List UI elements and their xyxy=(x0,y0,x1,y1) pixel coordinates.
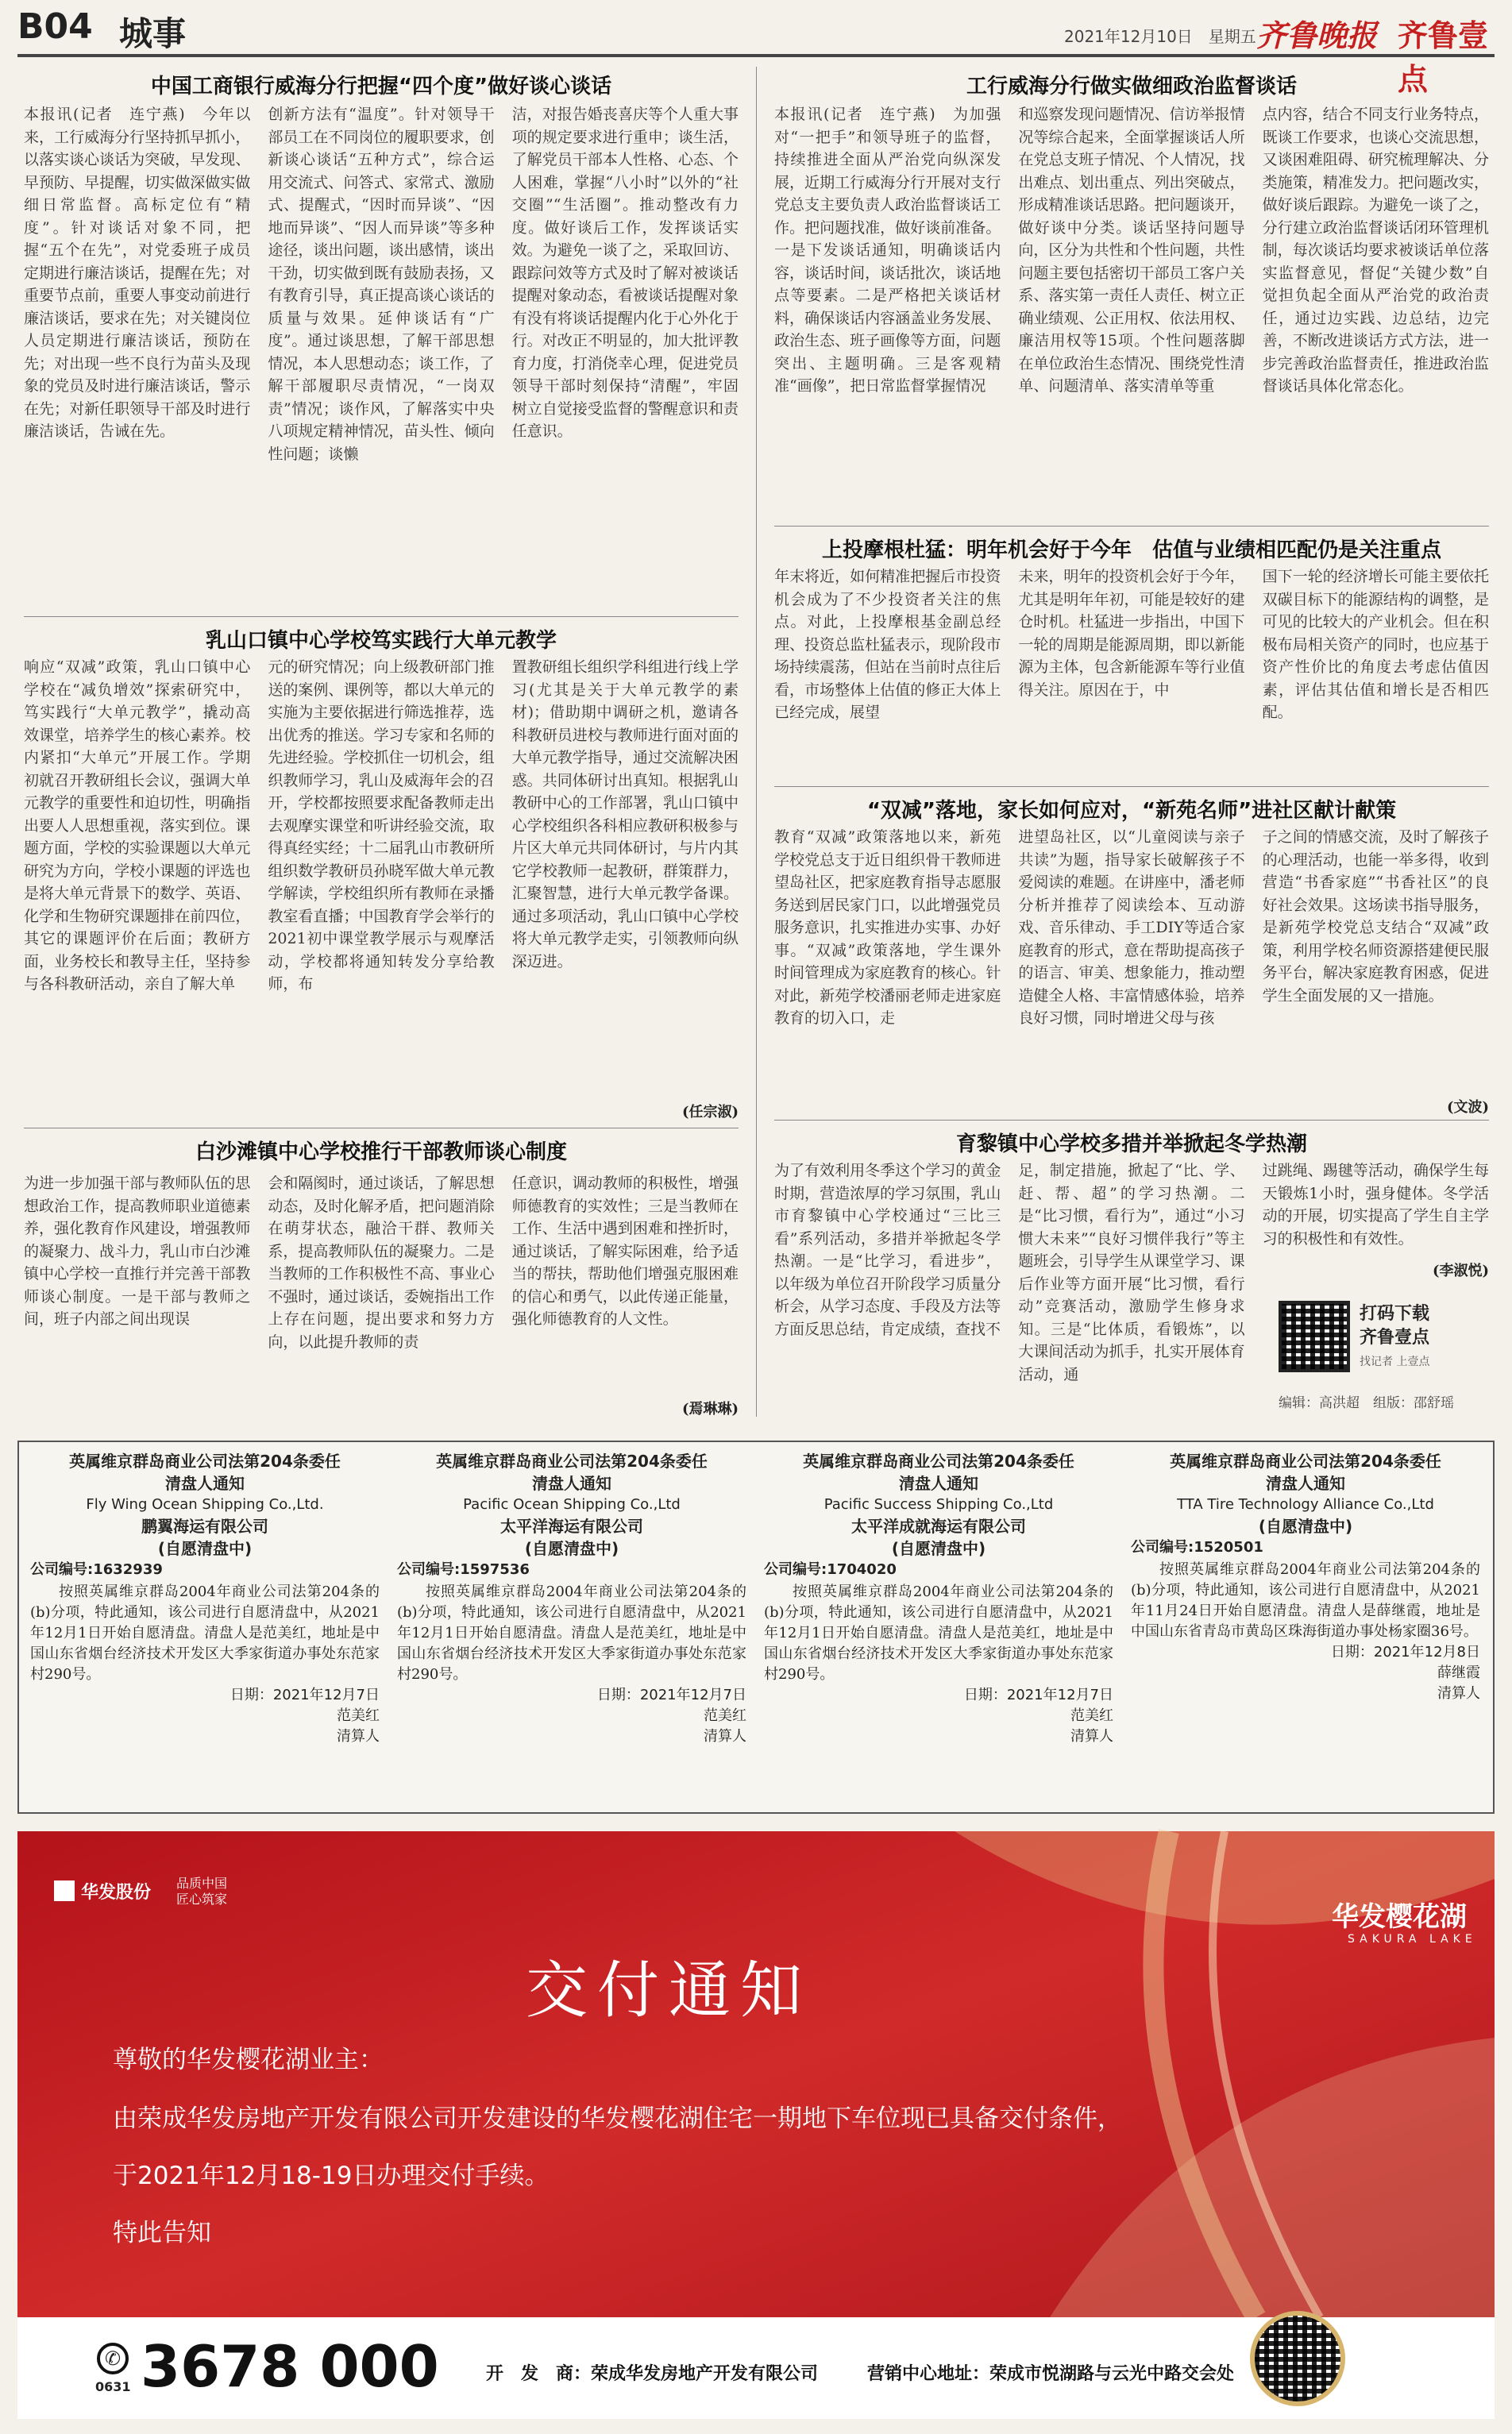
company-status: (自愿清盘中) xyxy=(891,1539,986,1558)
hotline-number[interactable]: 3678 000 xyxy=(141,2333,439,2400)
article-column: 本报讯(记者 连宁燕) 今年以来，工行威海分行坚持抓早抓小，以落实谈心谈话为突破，早发现、早预防、早提醒，切实做深做实做细日常监督。高标定位有“精度”。针对谈话对象不同，把握“五个在先”，对党委班子成员定期进行廉洁谈话，提醒在先；对重要节点前，重要人事变动前进行廉洁谈话，要求在先；对关键岗位人员定期进行廉洁谈话，预防在先；对出现一些不良行为苗头及现象的党员及时进行廉洁谈话，警示在先；对新任职领导干部及时进行廉洁谈话，告诫在先。 xyxy=(24,106,251,440)
article-column: 响应“双减”政策，乳山口镇中心学校在“减负增效”探索研究中，笃实践行“大单元教学”，撬动高效课堂，培养学生的核心素养。校内紧扣“大单元”开展工作。学期初就召开教研组长会议，强调大单元教学的重要性和迫切性，明确指出要人人思想重视，落实到位。课题方面，学校的实验课题以大单元研究为方向，学校小课题的评选也是将大单元背景下的数学、英语、化学和生物研究课题排在前四位，其它的课题评价在后面；教研方面，业务校长和教导主任，坚持参与各科教研活动，亲自了解大单 xyxy=(24,658,251,993)
slogan-2: 匠心筑家 xyxy=(176,1892,228,1907)
article-column: 本报讯(记者 连宁燕) 为加强对“一把手”和领导班子的监督，持续推进全面从严治党向纵深发展，近期工行威海分行开展对支行党总支主要负责人政治监督谈话工作。把问题找准，做好谈前准备。一是下发谈话通知，明确谈话内容，谈话时间，谈话批次，谈话地点等要素。二是严格把关谈话材料，确保谈话内容涵盖业务发展、政治生态、班子画像等方面，问题突出、主题明确。三是客观精准“画像”，把日常监督掌握情况 xyxy=(774,106,1001,395)
section-divider xyxy=(24,616,739,617)
brand-right: 华发樱花湖 xyxy=(1332,1901,1467,1933)
article-author: (李淑悦) xyxy=(1432,1263,1489,1279)
column-divider xyxy=(756,67,757,1417)
article-column: 未来，明年的投资机会好于今年，尤其是明年年初，可能是较好的建仓时机。杜猛进一步指出，中国下一轮的周期是能源周期，即以新能源为主体，包含新能源车等行业值得关注。原因在于，中 xyxy=(1018,568,1245,699)
article-column: 教育“双减”政策落地以来，新苑学校党总支于近日组织骨干教师进望岛社区，把家庭教育指导志愿服务送到居民家门口，以此增强党员服务意识，扎实推进办实事、办好事。“双减”政策落地，学生课外时间管理成为家庭教育的核心。针对此，新苑学校潘丽老师走进家庭教育的切入口，走 xyxy=(774,828,1001,1027)
editor-credits: 编辑：高洪超 组版：邵舒瑶 xyxy=(1279,1395,1454,1411)
brand-logo-icon xyxy=(54,1880,75,1901)
brand-right-en: SAKURA LAKE xyxy=(1348,1933,1477,1946)
company-status: (自愿清盘中) xyxy=(1258,1517,1353,1536)
company-code: 公司编号:1520501 xyxy=(1131,1539,1263,1556)
ad-greeting: 尊敬的华发樱花湖业主： xyxy=(113,2046,384,2074)
phone-icon: ✆ xyxy=(97,2343,129,2374)
section-divider xyxy=(774,1120,1489,1121)
liquidator-name: 范美红 xyxy=(1070,1707,1113,1724)
liquidation-notice xyxy=(397,1450,746,1747)
notice-title: 英属维京群岛商业公司法第204条委任 xyxy=(803,1452,1074,1471)
notice-title: 英属维京群岛商业公司法第204条委任 xyxy=(436,1452,708,1471)
notice-body: 按照英属维京群岛2004年商业公司法第204条的(b)分项，特此通知，该公司进行自愿清盘中，从2021年11月24日开始自愿清盘。清盘人是薛继霞，地址是中国山东省青岛市黄岛区珠海街道办事处杨家圈36号。 xyxy=(1131,1561,1480,1640)
article-title: 白沙滩镇中心学校推行干部教师谈心制度 xyxy=(195,1140,567,1164)
article-column: 点内容，结合不同支行业务特点，既谈工作要求，也谈心交流思想，又谈困难阻碍、研究梳理解决、分类施策，精准发力。把问题改实，做好谈后跟踪。为避免一谈了之，分行建立政治监督谈话闭环管理机制，每次谈话均要求被谈话单位落实监督意见，督促“关键少数”自觉担负起全面从严治党的政治责任，通过边实践、边总结，边完善，不断改进谈话方式方法，进一步完善政治监督责任，推进政治监督谈话具体化常态化。 xyxy=(1262,106,1489,395)
article-title: 育黎镇中心学校多措并举掀起冬学热潮 xyxy=(955,1132,1307,1156)
notice-date: 日期：2021年12月7日 xyxy=(963,1687,1113,1703)
article-body xyxy=(24,656,739,1101)
article-author: (任宗淑) xyxy=(681,1104,739,1121)
sales-address: 营销中心地址：荣成市悦湖路与云光中路交会处 xyxy=(867,2364,1235,2384)
article-body xyxy=(774,565,1489,780)
qr-label-1: 打码下载 xyxy=(1360,1304,1430,1324)
notice-date: 日期：2021年12月7日 xyxy=(230,1687,380,1703)
article-title: 上投摩根杜猛：明年机会好于今年 估值与业绩相匹配仍是关注重点 xyxy=(821,538,1441,562)
liquidator-name: 薛继霞 xyxy=(1437,1664,1480,1681)
article-author: (文波) xyxy=(1446,1099,1489,1116)
article-column: 任意识，调动教师的积极性，增强师德教育的实效性；三是当教师在工作、生活中遇到困难和挫折时，通过谈话，了解实际困难，给予适当的帮扶，帮助他们增强克服困难的信心和勇气，以此传递正能量，强化师德教育的人文性。 xyxy=(511,1175,739,1328)
qr-code[interactable] xyxy=(1279,1301,1350,1372)
article-column: 过跳绳、踢毽等活动，确保学生每天锻炼1小时，强身健体。冬学活动的开展，切实提高了学生自主学习的积极性和有效性。 xyxy=(1262,1162,1489,1248)
liquidator-role: 清算人 xyxy=(337,1728,380,1745)
article-column: 洁，对报告婚丧喜庆等个人重大事项的规定要求进行重申；谈生活，了解党员干部本人性格、心态、个人困难，掌握“八小时”以外的“社交圈”“生活圈”。推动整改有力度。做好谈后工作，发挥谈话实效。为避免一谈了之，采取回访、跟踪问效等方式及时了解对被谈话提醒对象动态，看被谈话提醒对象有没有将谈话提醒内化于心外化于行。对改正不明显的，加大批评教育力度，打消侥幸心理，促进党员领导干部时刻保持“清醒”，牢固树立自觉接受监督的警醒意识和责任意识。 xyxy=(511,106,739,440)
notice-body: 按照英属维京群岛2004年商业公司法第204条的(b)分项，特此通知，该公司进行自愿清盘中，从2021年12月1日开始自愿清盘。清盘人是范美红，地址是中国山东省烟台经济技术开发区大季家街道办事处东范家村290号。 xyxy=(397,1583,746,1683)
area-code: 0631 xyxy=(95,2379,131,2394)
article-author: (焉琳琳) xyxy=(681,1401,739,1418)
legal-notices xyxy=(17,1441,1495,1814)
company-code: 公司编号:1632939 xyxy=(30,1561,163,1578)
liquidation-notice xyxy=(30,1450,380,1747)
article-title: 工行威海分行做实做细政治监督谈话 xyxy=(966,75,1297,98)
notice-title: 英属维京群岛商业公司法第204条委任 xyxy=(69,1452,341,1471)
article-column: 国下一轮的经济增长可能主要依托双碳目标下的能源结构的调整，是可见的比较大的产业机会。但在积极布局相关资产的同时，也应基于资产性价比的角度去考虑估值因素，评估其估值和增长是否相匹配。 xyxy=(1262,568,1489,721)
article-column: 创新方法有“温度”。针对领导干部员工在不同岗位的履职要求，创新谈心谈话“五种方式”，综合运用交流式、问答式、家常式、激励式、提醒式，“因时而异谈”、“因地而异谈”、“因人而异谈”等多种途径，谈出问题，谈出感情，谈出干劲，切实做到既有鼓励表扬，又有教育引导，真正提高谈心谈话的质量与效果。延伸谈话有“广度”。通过谈思想，了解干部思想情况，本人思想动态；谈工作，了解干部履职尽责情况，“一岗双责”情况；谈作风，了解落实中央八项规定精神情况，苗头性、倾向性问题；谈懒 xyxy=(268,106,495,463)
liquidator-role: 清算人 xyxy=(1437,1685,1480,1702)
app-logo: 齐鲁壹点 xyxy=(1398,18,1489,97)
delivery-notice-ad xyxy=(17,1831,1495,2419)
qr-label-3: 找记者 上壹点 xyxy=(1360,1356,1430,1368)
slogan-1: 品质中国 xyxy=(176,1876,228,1891)
notice-title: 英属维京群岛商业公司法第204条委任 xyxy=(1170,1452,1441,1471)
ad-line-2: 于2021年12月18-19日办理交付手续。 xyxy=(113,2162,550,2190)
notice-body: 按照英属维京群岛2004年商业公司法第204条的(b)分项，特此通知，该公司进行自愿清盘中，从2021年12月1日开始自愿清盘。清盘人是范美红，地址是中国山东省烟台经济技术开发区大季家街道办事处东范家村290号。 xyxy=(30,1583,380,1683)
notice-subtitle: 清盘人通知 xyxy=(899,1474,978,1493)
liquidator-role: 清算人 xyxy=(704,1728,746,1745)
header-rule xyxy=(17,54,1495,57)
article-body xyxy=(774,826,1489,1096)
issue-date: 2021年12月10日 星期五 xyxy=(1064,27,1256,46)
company-name-cn: 太平洋成就海运有限公司 xyxy=(851,1517,1026,1536)
article-column: 子之间的情感交流，及时了解孩子的心理活动，也能一举多得，收到营造“书香家庭”“书香社区”的良好社会效果。这场读书指导服务，是新苑学校党总支结合“双减”政策，利用学校名师资源搭建便民服务平台，解决家庭教育困惑，促进学生全面发展的又一措施。 xyxy=(1262,828,1489,1005)
notice-body: 按照英属维京群岛2004年商业公司法第204条的(b)分项，特此通知，该公司进行自愿清盘中，从2021年12月1日开始自愿清盘。清盘人是范美红，地址是中国山东省烟台经济技术开发区大季家街道办事处东范家村290号。 xyxy=(764,1583,1113,1683)
article-column: 进望岛社区，以“儿童阅读与亲子共读”为题，指导家长破解孩子不爱阅读的难题。在讲座中，潘老师分析并推荐了阅读绘本、互动游戏、音乐律动、手工DIY等适合家庭教育的形式，意在帮助提高孩子的语言、审美、想象能力，推动塑造健全人格、丰富情感体验，培养良好习惯，同时增进父母与孩 xyxy=(1018,828,1245,1027)
company-name-en: Pacific Ocean Shipping Co.,Ltd xyxy=(463,1496,681,1513)
company-name-en: Pacific Success Shipping Co.,Ltd xyxy=(824,1496,1054,1513)
ad-qr-code[interactable] xyxy=(1250,2311,1345,2406)
qr-label-2: 齐鲁壹点 xyxy=(1360,1328,1430,1348)
article-column: 足，制定措施，掀起了“比、学、赶、帮、超”的学习热潮。二是“比习惯，看行为”，通过“小习惯大未来”“良好习惯伴我行”等主题班会，引导学生从课堂学习、课后作业等方面开展“比习惯，看行动”竞赛活动，激励学生修身求知。三是“比体质，看锻炼”，以大课间活动为抓手，扎实开展体育活动，通 xyxy=(1018,1162,1245,1383)
newspaper-logo: 齐鲁晚报 xyxy=(1256,18,1378,53)
company-code: 公司编号:1597536 xyxy=(397,1561,530,1578)
section-divider xyxy=(774,786,1489,787)
page-number: B04 xyxy=(17,6,93,47)
brand-left: 华发股份 xyxy=(81,1883,152,1903)
developer-info: 开 发 商：荣成华发房地产开发有限公司 xyxy=(486,2364,819,2384)
notice-date: 日期：2021年12月8日 xyxy=(1330,1644,1480,1661)
company-name-cn: 鹏翼海运有限公司 xyxy=(141,1517,268,1536)
section-divider xyxy=(774,526,1489,527)
article-body xyxy=(24,103,739,611)
liquidator-name: 范美红 xyxy=(337,1707,380,1724)
company-status: (自愿清盘中) xyxy=(524,1539,619,1558)
article-title: 中国工商银行威海分行把握“四个度”做好谈心谈话 xyxy=(150,75,612,98)
article-column: 和巡察发现问题情况、信访举报情况等综合起来，全面掌握谈话人所在党总支班子情况、个人情况，找出难点、划出重点、列出突破点，形成精准谈话思路。把问题谈开，做好谈中分类。谈话坚持问题导向，区分为共性和个性问题，共性问题主要包括密切干部员工客户关系、落实第一责任人责任、树立正确业绩观、公正用权、依法用权、廉洁用权等15项。个性问题落脚在单位政治生态情况、围绕党性清单、问题清单、落实清单等重 xyxy=(1018,106,1245,395)
liquidation-notice xyxy=(1131,1450,1480,1704)
company-status: (自愿清盘中) xyxy=(157,1539,253,1558)
article-column: 元的研究情况；向上级教研部门推送的案例、课例等，都以大单元的实施为主要依据进行筛选推荐，选出优秀的推送。学习专家和名师的先进经验。学校抓住一切机会，组织教师学习，乳山及威海年会的召开，学校都按照要求配备教师走出去观摩实课堂和听讲经验交流，取得真经实经；十二届乳山市教研所组织数学教研员孙晓军做大单元教学解读，学校组织所有教师在录播教室看直播；中国教育学会举行的2021初中课堂教学展示与观摩活动，学校都将通知转发分享给教师，布 xyxy=(268,658,495,993)
notice-date: 日期：2021年12月7日 xyxy=(596,1687,746,1703)
article-column: 置教研组长组织学科组进行线上学习(尤其是关于大单元教学的素材)；借助期中调研之机，邀请各科教研员进校与教师进行面对面的大单元教学指导，通过交流解决困惑。共同体研讨出真知。根据乳山教研中心的工作部署，乳山口镇中心学校组织各科相应教研积极参与片区大单元共同体研讨，与片内其它学校教师一起教研，群策群力，汇聚智慧，进行大单元教学备课。通过多项活动，乳山口镇中心学校将大单元教学走实，引领教师向纵深迈进。 xyxy=(511,658,739,970)
liquidator-role: 清算人 xyxy=(1070,1728,1113,1745)
article-body xyxy=(774,103,1489,524)
article-title: “双减”落地，家长如何应对，“新苑名师”进社区献计献策 xyxy=(866,799,1397,823)
article-column: 为进一步加强干部与教师队伍的思想政治工作，提高教师职业道德素养，强化教育作风建设，增强教师的凝聚力、战斗力，乳山市白沙滩镇中心学校一直推行并完善干部教师谈心制度。一是干部与教师之间，班子内部之间出现误 xyxy=(24,1175,251,1328)
ad-line-3: 特此告知 xyxy=(113,2219,211,2247)
article-body xyxy=(24,1172,739,1402)
company-code: 公司编号:1704020 xyxy=(764,1561,897,1578)
article-column: 为了有效利用冬季这个学习的黄金时期，营造浓厚的学习氛围，乳山市育黎镇中心学校通过“三比三看”系列活动，多措并举掀起冬学热潮。一是“比学习，看进步”，以年级为单位召开阶段学习质量分析会，从学习态度、手段及方法等方面反思总结，肯定成绩，查找不 xyxy=(774,1162,1001,1338)
article-title: 乳山口镇中心学校笃实践行大单元教学 xyxy=(205,629,557,653)
notice-subtitle: 清盘人通知 xyxy=(165,1474,245,1493)
ad-footer xyxy=(17,2317,1495,2419)
company-name-en: Fly Wing Ocean Shipping Co.,Ltd. xyxy=(86,1496,324,1513)
section-title: 城事 xyxy=(119,14,187,53)
ad-line-1: 由荣成华发房地产开发有限公司开发建设的华发樱花湖住宅一期地下车位现已具备交付条件， xyxy=(113,2104,1122,2133)
liquidator-name: 范美红 xyxy=(704,1707,746,1724)
article-column: 会和隔阂时，通过谈话，了解思想动态，及时化解矛盾，把问题消除在萌芽状态，融洽干群、教师关系，提高教师队伍的凝聚力。二是当教师的工作积极性不高、事业心不强时，通过谈话，委婉指出工作上存在问题，提出要求和努力方向，以此提升教师的责 xyxy=(268,1175,495,1351)
company-name-cn: 太平洋海运有限公司 xyxy=(500,1517,643,1536)
article-column: 年末将近，如何精准把握后市投资机会成为了不少投资者关注的焦点。对此，上投摩根基金副总经理、投资总监杜猛表示，现阶段市场持续震荡，但站在当前时点往后看，市场整体上估值的修正大体上已经完成，展望 xyxy=(774,568,1001,721)
notice-subtitle: 清盘人通知 xyxy=(532,1474,611,1493)
company-name-en: TTA Tire Technology Alliance Co.,Ltd xyxy=(1177,1496,1434,1513)
notice-subtitle: 清盘人通知 xyxy=(1266,1474,1345,1493)
liquidation-notice xyxy=(764,1450,1113,1747)
ad-title: 交付通知 xyxy=(526,1955,812,2027)
